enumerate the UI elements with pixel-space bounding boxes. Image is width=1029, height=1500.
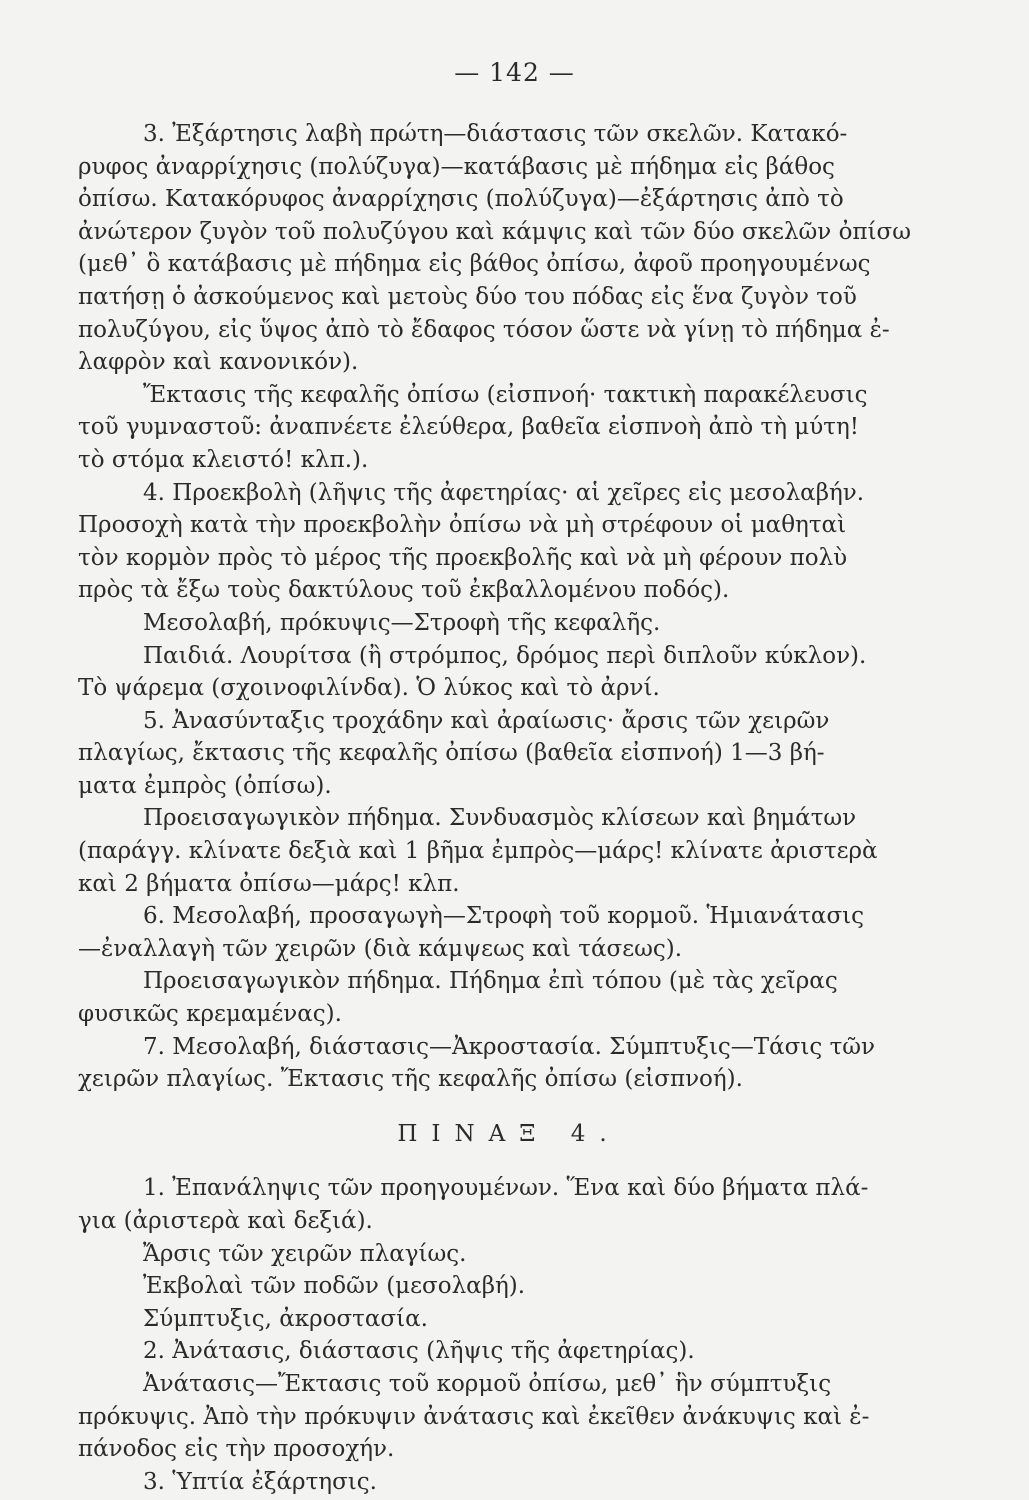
text-line: Προεισαγωγικὸν πήδημα. Συνδυασμὸς κλίσεων καὶ βημάτων <box>143 805 857 832</box>
text-line: 5. Ἀνασύνταξις τροχάδην καὶ ἀραίωσις· ἄρσις τῶν χειρῶν <box>143 707 830 734</box>
text-line: (παράγγ. κλίνατε δεξιὰ καὶ 1 βῆμα ἐμπρὸς—μάρς! κλίνατε ἀριστερὰ <box>78 838 878 865</box>
text-line: πρὸς τὰ ἔξω τοὺς δακτύλους τοῦ ἐκβαλλομένου ποδός). <box>78 577 730 604</box>
text-line: 2. Ἀνάτασις, διάστασις (λῆψις τῆς ἀφετηρίας). <box>143 1338 695 1365</box>
text-line: πλαγίως, ἔκτασις τῆς κεφαλῆς ὀπίσω (βαθεῖα εἰσπνοή) 1—3 βή- <box>78 740 825 767</box>
text-line: Ἔκτασις τῆς κεφαλῆς ὀπίσω (εἰσπνοή· τακτικὴ παρακέλευσις <box>143 381 868 408</box>
text-line: τὸ στόμα κλειστό! κλπ.). <box>78 446 369 473</box>
text-line: Ἐκβολαὶ τῶν ποδῶν (μεσολαβή). <box>143 1273 526 1300</box>
section-heading: ΠΙΝΑΞ 4. <box>397 1120 621 1147</box>
text-line: πάνοδος εἰς τὴν προσοχήν. <box>78 1436 395 1463</box>
text-line: ρυφος ἀναρρίχησις (πολύζυγα)—κατάβασις μὲ πήδημα εἰς βάθος <box>78 153 835 180</box>
text-line: Σύμπτυξις, ἀκροστασία. <box>143 1305 428 1332</box>
text-line: Μεσολαβή, πρόκυψις—Στροφὴ τῆς κεφαλῆς. <box>143 609 661 636</box>
page-body <box>78 118 940 1498</box>
text-line: ματα ἐμπρὸς (ὀπίσω). <box>78 772 332 799</box>
text-line: 3. Ἐξάρτησις λαβὴ πρώτη—διάστασις τῶν σκελῶν. Κατακό- <box>143 121 848 147</box>
text-line: για (ἀριστερὰ καὶ δεξιά). <box>78 1208 373 1234</box>
text-line: καὶ 2 βήματα ὀπίσω—μάρς! κλπ. <box>78 870 460 897</box>
text-line: 4. Προεκβολὴ (λῆψις τῆς ἀφετηρίας· αἱ χεῖρες εἰς μεσολαβήν. <box>143 479 865 506</box>
text-line: Ἄρσις τῶν χειρῶν πλαγίως. <box>143 1240 467 1267</box>
page-number: — 142 — <box>454 58 575 87</box>
text-line: Προσοχὴ κατὰ τὴν προεκβολὴν ὀπίσω νὰ μὴ στρέφουν οἱ μαθηταὶ <box>78 512 847 539</box>
text-line: 3. Ὑπτία ἐξάρτησις. <box>143 1468 377 1495</box>
text-line: Προεισαγωγικὸν πήδημα. Πήδημα ἐπὶ τόπου (μὲ τὰς χεῖρας <box>143 968 838 995</box>
text-line: πολυζύγου, εἰς ὕψος ἀπὸ τὸ ἔδαφος τόσον ὥστε νὰ γίνῃ τὸ πήδημα ἐ- <box>78 316 890 343</box>
text-line: Τὸ ψάρεμα (σχοινοφιλίνδα). Ὁ λύκος καὶ τὸ ἀρνί. <box>78 675 660 702</box>
text-line: Παιδιά. Λουρίτσα (ἢ στρόμπος, δρόμος περὶ διπλοῦν κύκλον). <box>143 642 867 669</box>
text-line: ὀπίσω. Κατακόρυφος ἀναρρίχησις (πολύζυγα)—ἐξάρτησις ἀπὸ τὸ <box>78 186 844 213</box>
text-line: φυσικῶς κρεμαμένας). <box>78 1001 342 1028</box>
text-line: τοῦ γυμναστοῦ: ἀναπνέετε ἐλεύθερα, βαθεῖα εἰσπνοὴ ἀπὸ τὴ μύτη! <box>78 414 859 441</box>
text-line: (μεθ᾽ ὃ κατάβασις μὲ πήδημα εἰς βάθος ὀπίσω, ἀφοῦ προηγουμένως <box>78 251 871 278</box>
text-line: τὸν κορμὸν πρὸς τὸ μέρος τῆς προεκβολῆς καὶ νὰ μὴ φέρουν πολὺ <box>78 544 848 571</box>
text-line: 1. Ἐπανάληψις τῶν προηγουμένων. Ἕνα καὶ δύο βήματα πλά- <box>143 1175 869 1202</box>
text-line: λαφρὸν καὶ κανονικόν). <box>78 349 359 376</box>
text-line: χειρῶν πλαγίως. Ἔκτασις τῆς κεφαλῆς ὀπίσω (εἰσπνοή). <box>78 1066 743 1093</box>
text-line: ἀνώτερον ζυγὸν τοῦ πολυζύγου καὶ κάμψις καὶ τῶν δύο σκελῶν ὀπίσω <box>78 218 912 245</box>
text-line: Ἀνάτασις—Ἔκτασις τοῦ κορμοῦ ὀπίσω, μεθ᾽ ἣν σύμπτυξις <box>143 1370 832 1397</box>
text-line: πατήσῃ ὁ ἀσκούμενος καὶ μετοὺς δύο του πόδας εἰς ἕνα ζυγὸν τοῦ <box>78 283 857 310</box>
text-line: —ἐναλλαγὴ τῶν χειρῶν (διὰ κάμψεως καὶ τάσεως). <box>78 935 683 962</box>
text-line: πρόκυψις. Ἀπὸ τὴν πρόκυψιν ἀνάτασις καὶ ἐκεῖθεν ἀνάκυψις καὶ ἐ- <box>78 1403 870 1430</box>
text-line: 7. Μεσολαβή, διάστασις—Ἀκροστασία. Σύμπτυξις—Τάσις τῶν <box>143 1033 876 1060</box>
text-line: 6. Μεσολαβή, προσαγωγὴ—Στροφὴ τοῦ κορμοῦ. Ἡμιανάτασις <box>143 903 865 930</box>
